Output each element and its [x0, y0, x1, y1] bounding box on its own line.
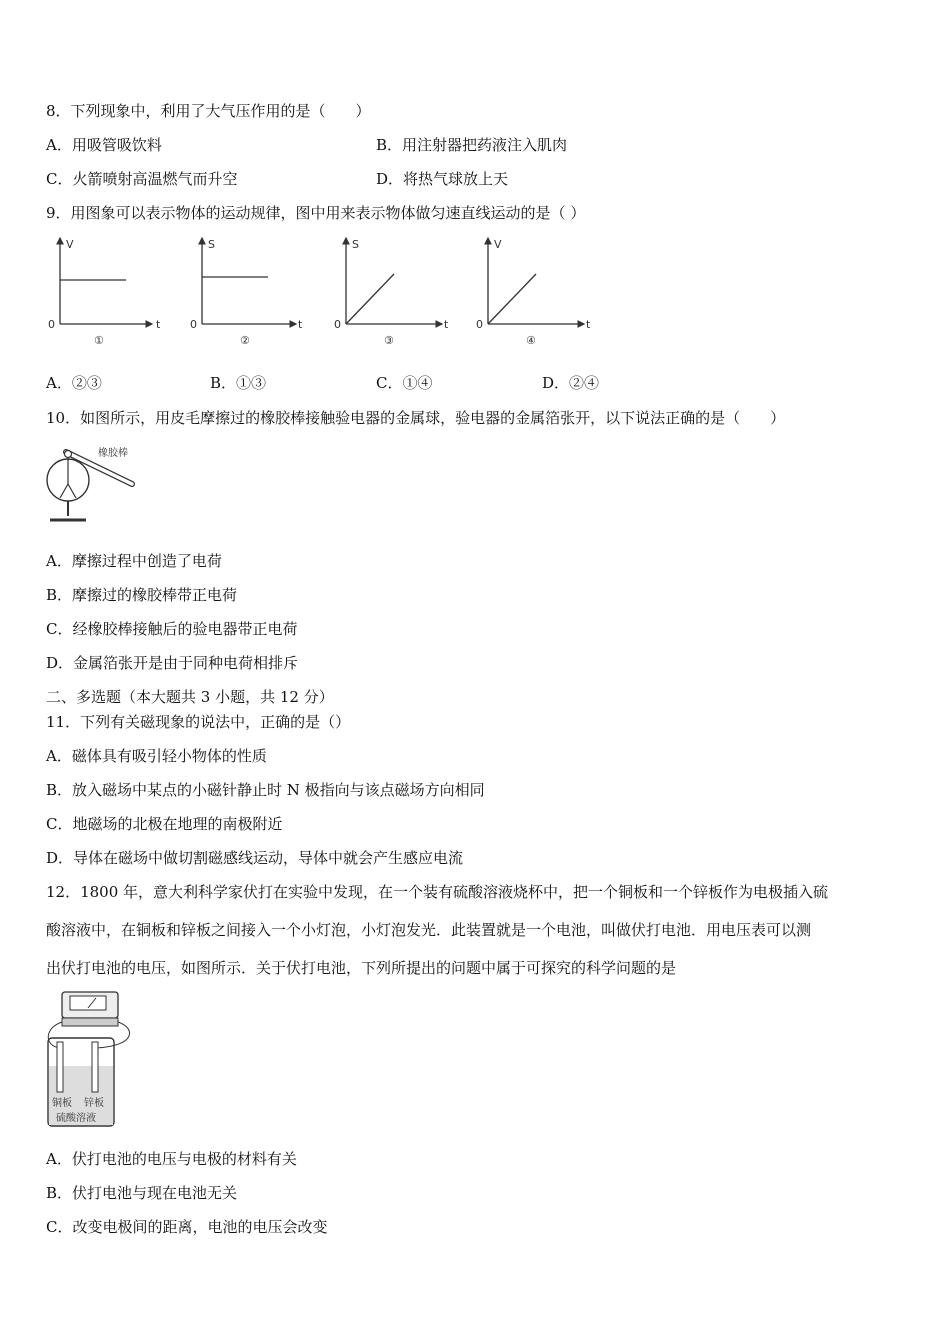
graph-3-xlabel: t [444, 318, 449, 331]
q10-option-c: C．经橡胶棒接触后的验电器带正电荷 [46, 620, 298, 638]
q10-option-a: A．摩擦过程中创造了电荷 [46, 552, 222, 570]
graph-4 [476, 238, 591, 347]
q10-stem: 10．如图所示，用皮毛摩擦过的橡胶棒接触验电器的金属球，验电器的金属箔张开，以下说法正确的是（ ） [46, 409, 786, 427]
q9-motion-graphs [40, 232, 600, 352]
graph-4-origin: 0 [476, 318, 483, 331]
q12-stem-line-2: 酸溶液中，在铜板和锌板之间接入一个小灯泡，小灯泡发光．此装置就是一个电池，叫做伏打电池．用电压表可以测 [46, 921, 812, 939]
q8-option-b: B．用注射器把药液注入肌肉 [376, 136, 568, 154]
graph-4-ylabel: V [494, 238, 502, 251]
graph-4-line [488, 274, 536, 324]
q9-option-b: B．①③ [210, 374, 267, 392]
graph-3-ylabel: S [352, 238, 359, 251]
graph-4-xlabel: t [586, 318, 591, 331]
graph-1-ylabel: V [66, 238, 74, 251]
q12-stem-line-3: 出伏打电池的电压，如图所示．关于伏打电池，下列所提出的问题中属于可探究的科学问题的是 [46, 959, 677, 977]
q10-electroscope-figure [40, 440, 170, 530]
q11-option-a: A．磁体具有吸引轻小物体的性质 [46, 747, 267, 765]
q11-option-d: D．导体在磁场中做切割磁感线运动，导体中就会产生感应电流 [46, 849, 464, 867]
graph-1-origin: 0 [48, 318, 55, 331]
q11-stem: 11．下列有关磁现象的说法中，正确的是（） [46, 713, 351, 731]
graph-3 [334, 238, 449, 347]
graph-1-xlabel: t [156, 318, 161, 331]
q12-voltaic-cell-figure [40, 988, 160, 1130]
graph-2-xlabel: t [298, 318, 303, 331]
q8-stem: 8．下列现象中，利用了大气压作用的是（ ） [46, 102, 371, 120]
solution-label: 硫酸溶液 [56, 1113, 96, 1124]
graph-2-origin: 0 [190, 318, 197, 331]
rubber-rod-label: 橡胶棒 [98, 448, 128, 459]
graph-3-caption: ③ [384, 334, 394, 347]
q8-option-d: D．将热气球放上天 [376, 170, 509, 188]
q12-option-c: C．改变电极间的距离，电池的电压会改变 [46, 1218, 328, 1236]
graph-4-caption: ④ [526, 334, 536, 347]
q8-option-c: C．火箭喷射高温燃气而升空 [46, 170, 238, 188]
q12-stem-line-1: 12．1800 年，意大利科学家伏打在实验中发现，在一个装有硫酸溶液烧杯中，把一个铜板和一个锌板作为电极插入硫 [46, 883, 829, 901]
section-title: 二、多选题（本大题共 3 小题，共 12 分） [46, 688, 334, 706]
graph-3-line [346, 274, 394, 324]
q9-option-d: D．②④ [542, 374, 600, 392]
graph-1 [48, 238, 161, 347]
graph-2-caption: ② [240, 334, 250, 347]
graph-2 [190, 238, 303, 347]
copper-plate-label: 铜板 [52, 1098, 72, 1109]
q9-option-a: A．②③ [46, 374, 102, 392]
graph-1-caption: ① [94, 334, 104, 347]
q11-option-c: C．地磁场的北极在地理的南极附近 [46, 815, 283, 833]
q12-option-b: B．伏打电池与现在电池无关 [46, 1184, 238, 1202]
zinc-plate-label: 锌板 [84, 1098, 104, 1109]
q9-stem: 9．用图象可以表示物体的运动规律，图中用来表示物体做匀速直线运动的是（ ） [46, 204, 586, 222]
q9-option-c: C．①④ [376, 374, 433, 392]
q12-option-a: A．伏打电池的电压与电极的材料有关 [46, 1150, 297, 1168]
q10-option-d: D．金属箔张开是由于同种电荷相排斥 [46, 654, 299, 672]
graph-3-origin: 0 [334, 318, 341, 331]
q8-option-a: A．用吸管吸饮料 [46, 136, 162, 154]
q10-option-b: B．摩擦过的橡胶棒带正电荷 [46, 586, 238, 604]
q11-option-b: B．放入磁场中某点的小磁针静止时 N 极指向与该点磁场方向相同 [46, 781, 485, 799]
graph-2-ylabel: S [208, 238, 215, 251]
